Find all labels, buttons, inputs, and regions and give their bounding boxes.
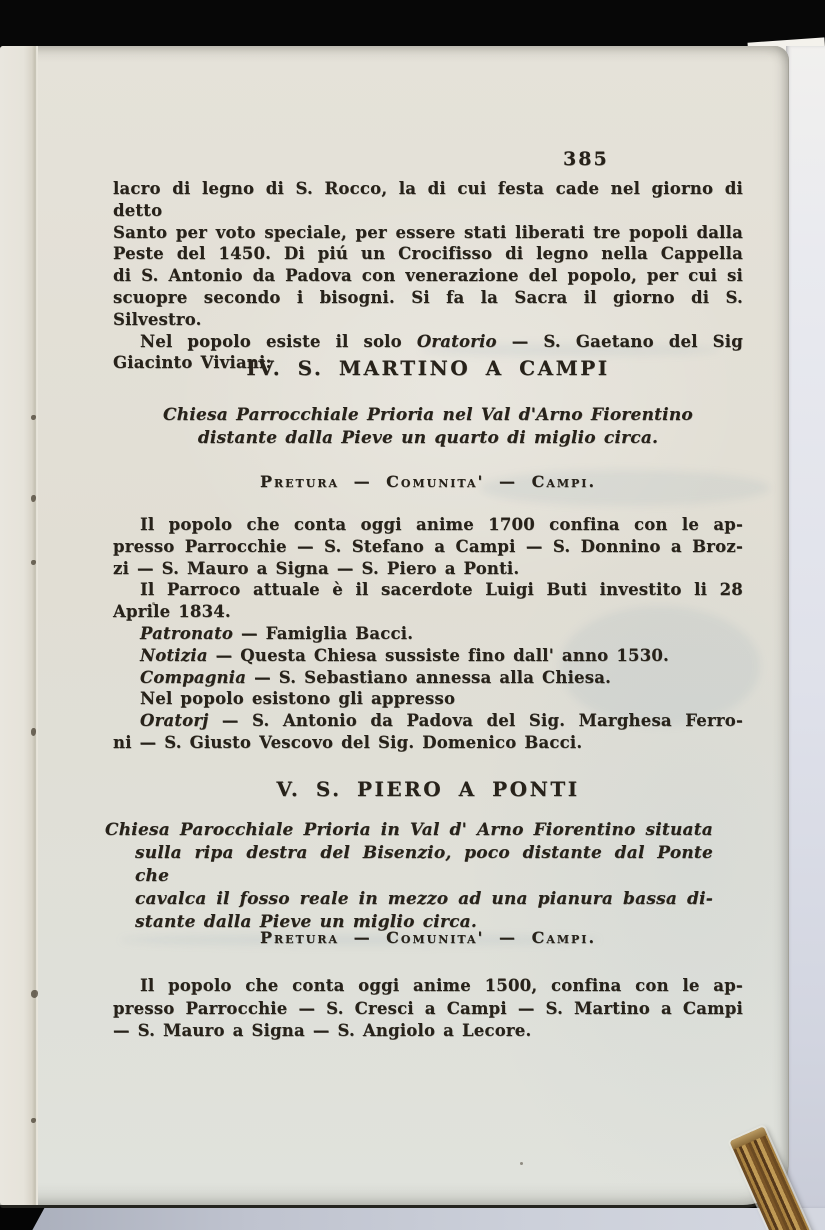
text-run: — S. Antonio da Padova del Sig. Marghesa Ferro- xyxy=(208,711,743,731)
intro-paragraph xyxy=(113,178,743,374)
text-line xyxy=(113,645,743,667)
italic-term: Notizia xyxy=(140,645,208,665)
book-fore-edge xyxy=(786,46,825,1208)
text-run: — S. Sebastiano annessa alla Chiesa. xyxy=(246,667,612,687)
section-iv-heading: IV. S. MARTINO A CAMPI xyxy=(246,356,610,380)
text-line xyxy=(113,331,743,353)
text-run: — Famiglia Bacci. xyxy=(233,623,414,643)
text-line: presso Parrocchie — S. Stefano a Campi — S. Donnino a Broz- xyxy=(113,536,743,556)
text-line: lacro di legno di S. Rocco, la di cui festa cade nel giorno di detto xyxy=(113,179,743,220)
text-line xyxy=(113,667,743,689)
text-line: Il popolo che conta oggi anime 1700 confina con le ap- xyxy=(140,515,743,534)
text-line: Nel popolo esistono gli appresso xyxy=(140,689,456,709)
text-line: Aprile 1834. xyxy=(113,602,231,622)
text-run: — Questa Chiesa sussiste fino dall' anno 1530. xyxy=(207,645,669,665)
section-v-body xyxy=(113,975,743,1043)
text-column xyxy=(105,46,743,1205)
text-line: cavalca il fosso reale in mezzo ad una pianura bassa di- xyxy=(135,889,713,909)
text-line: sulla ripa destra del Bisenzio, poco distante dal Ponte che xyxy=(135,843,713,886)
text-line: ni — S. Giusto Vescovo del Sig. Domenico Bacci. xyxy=(113,732,583,752)
section-v-subtitle xyxy=(105,819,713,934)
text-line: Giacinto Viviani: xyxy=(113,353,272,373)
text-line: di S. Antonio da Padova con venerazione del popolo, per cui si xyxy=(113,266,743,286)
italic-term: Compagnia xyxy=(140,667,247,687)
text-run: Nel popolo esiste il solo xyxy=(140,331,417,351)
page-number: 385 xyxy=(563,148,609,170)
text-line: Peste del 1450. Di piú un Crocifisso di legno nella Cappella xyxy=(113,244,743,264)
text-line: — S. Mauro a Signa — S. Angiolo a Lecore. xyxy=(113,1021,532,1040)
text-line: zi — S. Mauro a Signa — S. Piero a Ponti. xyxy=(113,558,520,578)
text-line: stante dalla Pieve un miglio circa. xyxy=(135,912,478,932)
italic-term: Patronato xyxy=(140,623,234,643)
text-line xyxy=(113,710,743,732)
section-iv-jurisdiction: Pretura — Comunita' — Campi. xyxy=(259,472,597,491)
table-surface xyxy=(0,1208,825,1230)
book-page xyxy=(0,46,789,1208)
text-line: Chiesa Parrocchiale Prioria nel Val d'Arno Fiorentino xyxy=(163,405,693,425)
text-line: Il popolo che conta oggi anime 1500, confina con le ap- xyxy=(140,976,743,995)
text-line: Chiesa Parocchiale Prioria in Val d' Arno Fiorentino situata xyxy=(105,820,713,840)
text-line: Santo per voto speciale, per essere stati liberati tre popoli dalla xyxy=(113,222,743,242)
italic-term: Oratorj xyxy=(140,711,209,731)
section-iv-body xyxy=(113,514,743,754)
section-v-jurisdiction: Pretura — Comunita' — Campi. xyxy=(259,928,597,947)
text-line: distante dalla Pieve un quarto di miglio circa. xyxy=(197,428,659,448)
binding-gutter xyxy=(0,46,38,1205)
text-line: presso Parrocchie — S. Cresci a Campi — S. Martino a Campi xyxy=(113,998,743,1018)
text-line: Il Parroco attuale è il sacerdote Luigi Buti investito li 28 xyxy=(140,580,743,600)
italic-term: Oratorio xyxy=(416,331,497,351)
section-v-heading: V. S. PIERO A PONTI xyxy=(276,777,580,801)
section-iv-subtitle xyxy=(113,404,743,450)
text-line xyxy=(113,623,743,645)
text-run: — S. Gaetano del Sig xyxy=(496,331,743,351)
text-line: scuopre secondo i bisogni. Si fa la Sacra il giorno di S. Silvestro. xyxy=(113,287,743,329)
